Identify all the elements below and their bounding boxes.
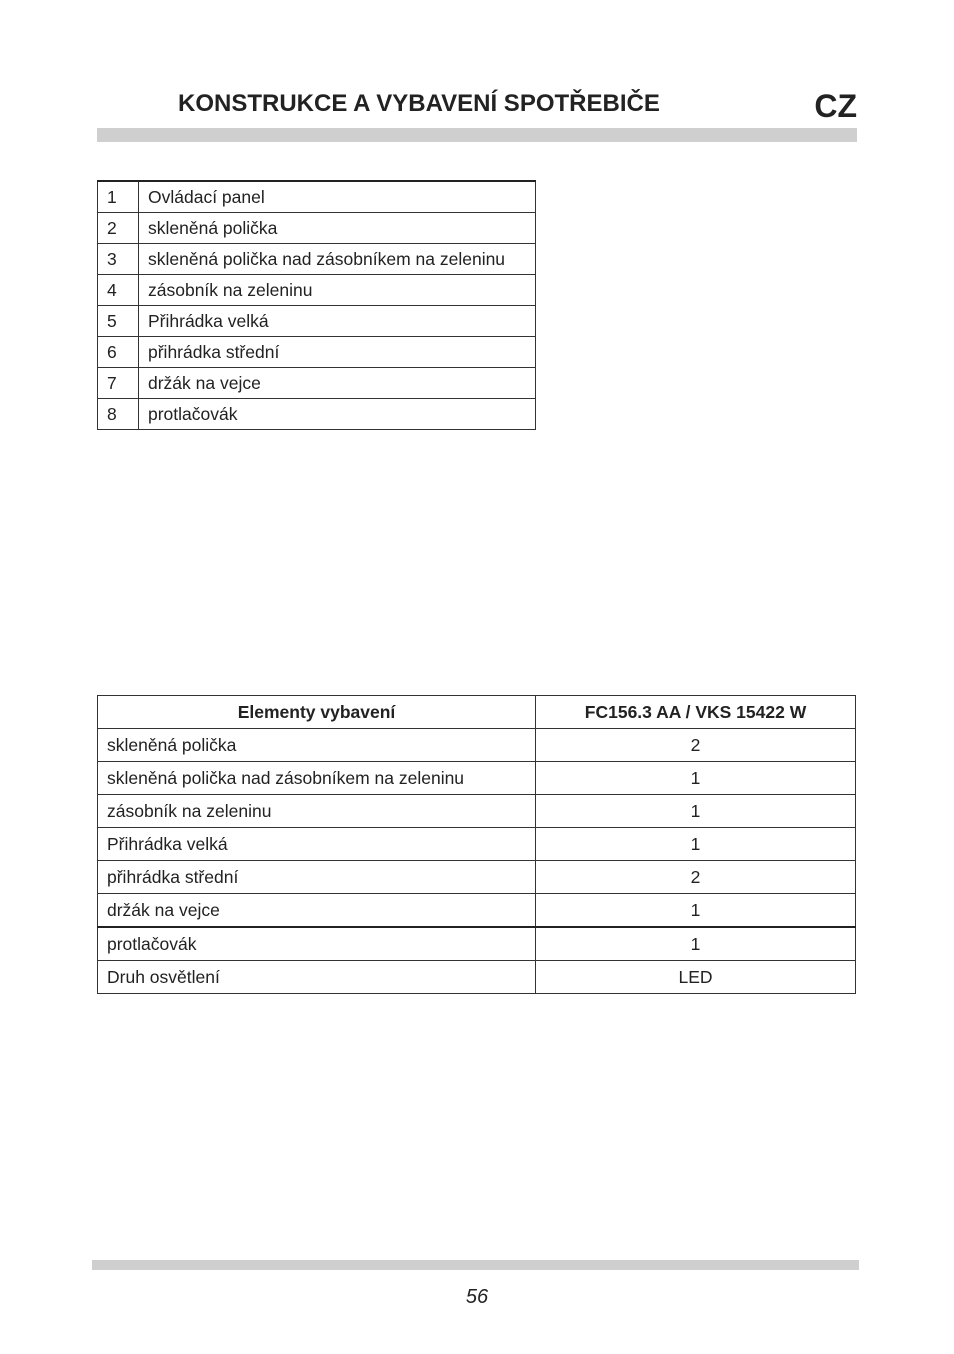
column-header-element: Elementy vybavení [98, 696, 536, 729]
part-number: 6 [98, 337, 139, 368]
equipment-name: zásobník na zeleninu [98, 795, 536, 828]
table-row [98, 399, 536, 430]
table-row [98, 961, 856, 994]
part-number: 4 [98, 275, 139, 306]
table-row [98, 894, 856, 928]
part-label: zásobník na zeleninu [139, 275, 536, 306]
equipment-name: Přihrádka velká [98, 828, 536, 861]
table-row [98, 306, 536, 337]
equipment-value: 1 [536, 828, 856, 861]
page-number: 56 [465, 1286, 489, 1308]
part-label: držák na vejce [139, 368, 536, 399]
equipment-table [97, 695, 856, 994]
part-number: 1 [98, 181, 139, 213]
part-label: protlačovák [139, 399, 536, 430]
equipment-name: přihrádka střední [98, 861, 536, 894]
header-divider [97, 128, 857, 142]
part-label: Přihrádka velká [139, 306, 536, 337]
table-row [98, 244, 536, 275]
equipment-value: 1 [536, 927, 856, 961]
equipment-value: 1 [536, 795, 856, 828]
table-row [98, 275, 536, 306]
equipment-value: 1 [536, 894, 856, 928]
equipment-value: 2 [536, 861, 856, 894]
table-row [98, 795, 856, 828]
table-row [98, 729, 856, 762]
part-number: 3 [98, 244, 139, 275]
part-number: 2 [98, 213, 139, 244]
page-title: KONSTRUKCE A VYBAVENÍ SPOTŘEBIČE [178, 90, 660, 117]
language-code: CZ [814, 88, 857, 124]
part-label: skleněná polička [139, 213, 536, 244]
table-row [98, 762, 856, 795]
equipment-name: skleněná polička [98, 729, 536, 762]
table-row [98, 181, 536, 213]
equipment-value: 1 [536, 762, 856, 795]
equipment-name: držák na vejce [98, 894, 536, 928]
equipment-name: Druh osvětlení [98, 961, 536, 994]
equipment-value: LED [536, 961, 856, 994]
equipment-value: 2 [536, 729, 856, 762]
table-row [98, 861, 856, 894]
table-row [98, 337, 536, 368]
table-row [98, 213, 536, 244]
part-number: 8 [98, 399, 139, 430]
parts-legend-table [97, 180, 536, 430]
part-label: Ovládací panel [139, 181, 536, 213]
part-number: 7 [98, 368, 139, 399]
footer-divider [92, 1260, 859, 1270]
table-header-row [98, 696, 856, 729]
table-row [98, 927, 856, 961]
part-number: 5 [98, 306, 139, 337]
equipment-name: protlačovák [98, 927, 536, 961]
table-row [98, 828, 856, 861]
column-header-model: FC156.3 AA / VKS 15422 W [536, 696, 856, 729]
part-label: skleněná polička nad zásobníkem na zeleninu [139, 244, 536, 275]
equipment-name: skleněná polička nad zásobníkem na zeleninu [98, 762, 536, 795]
part-label: přihrádka střední [139, 337, 536, 368]
table-row [98, 368, 536, 399]
